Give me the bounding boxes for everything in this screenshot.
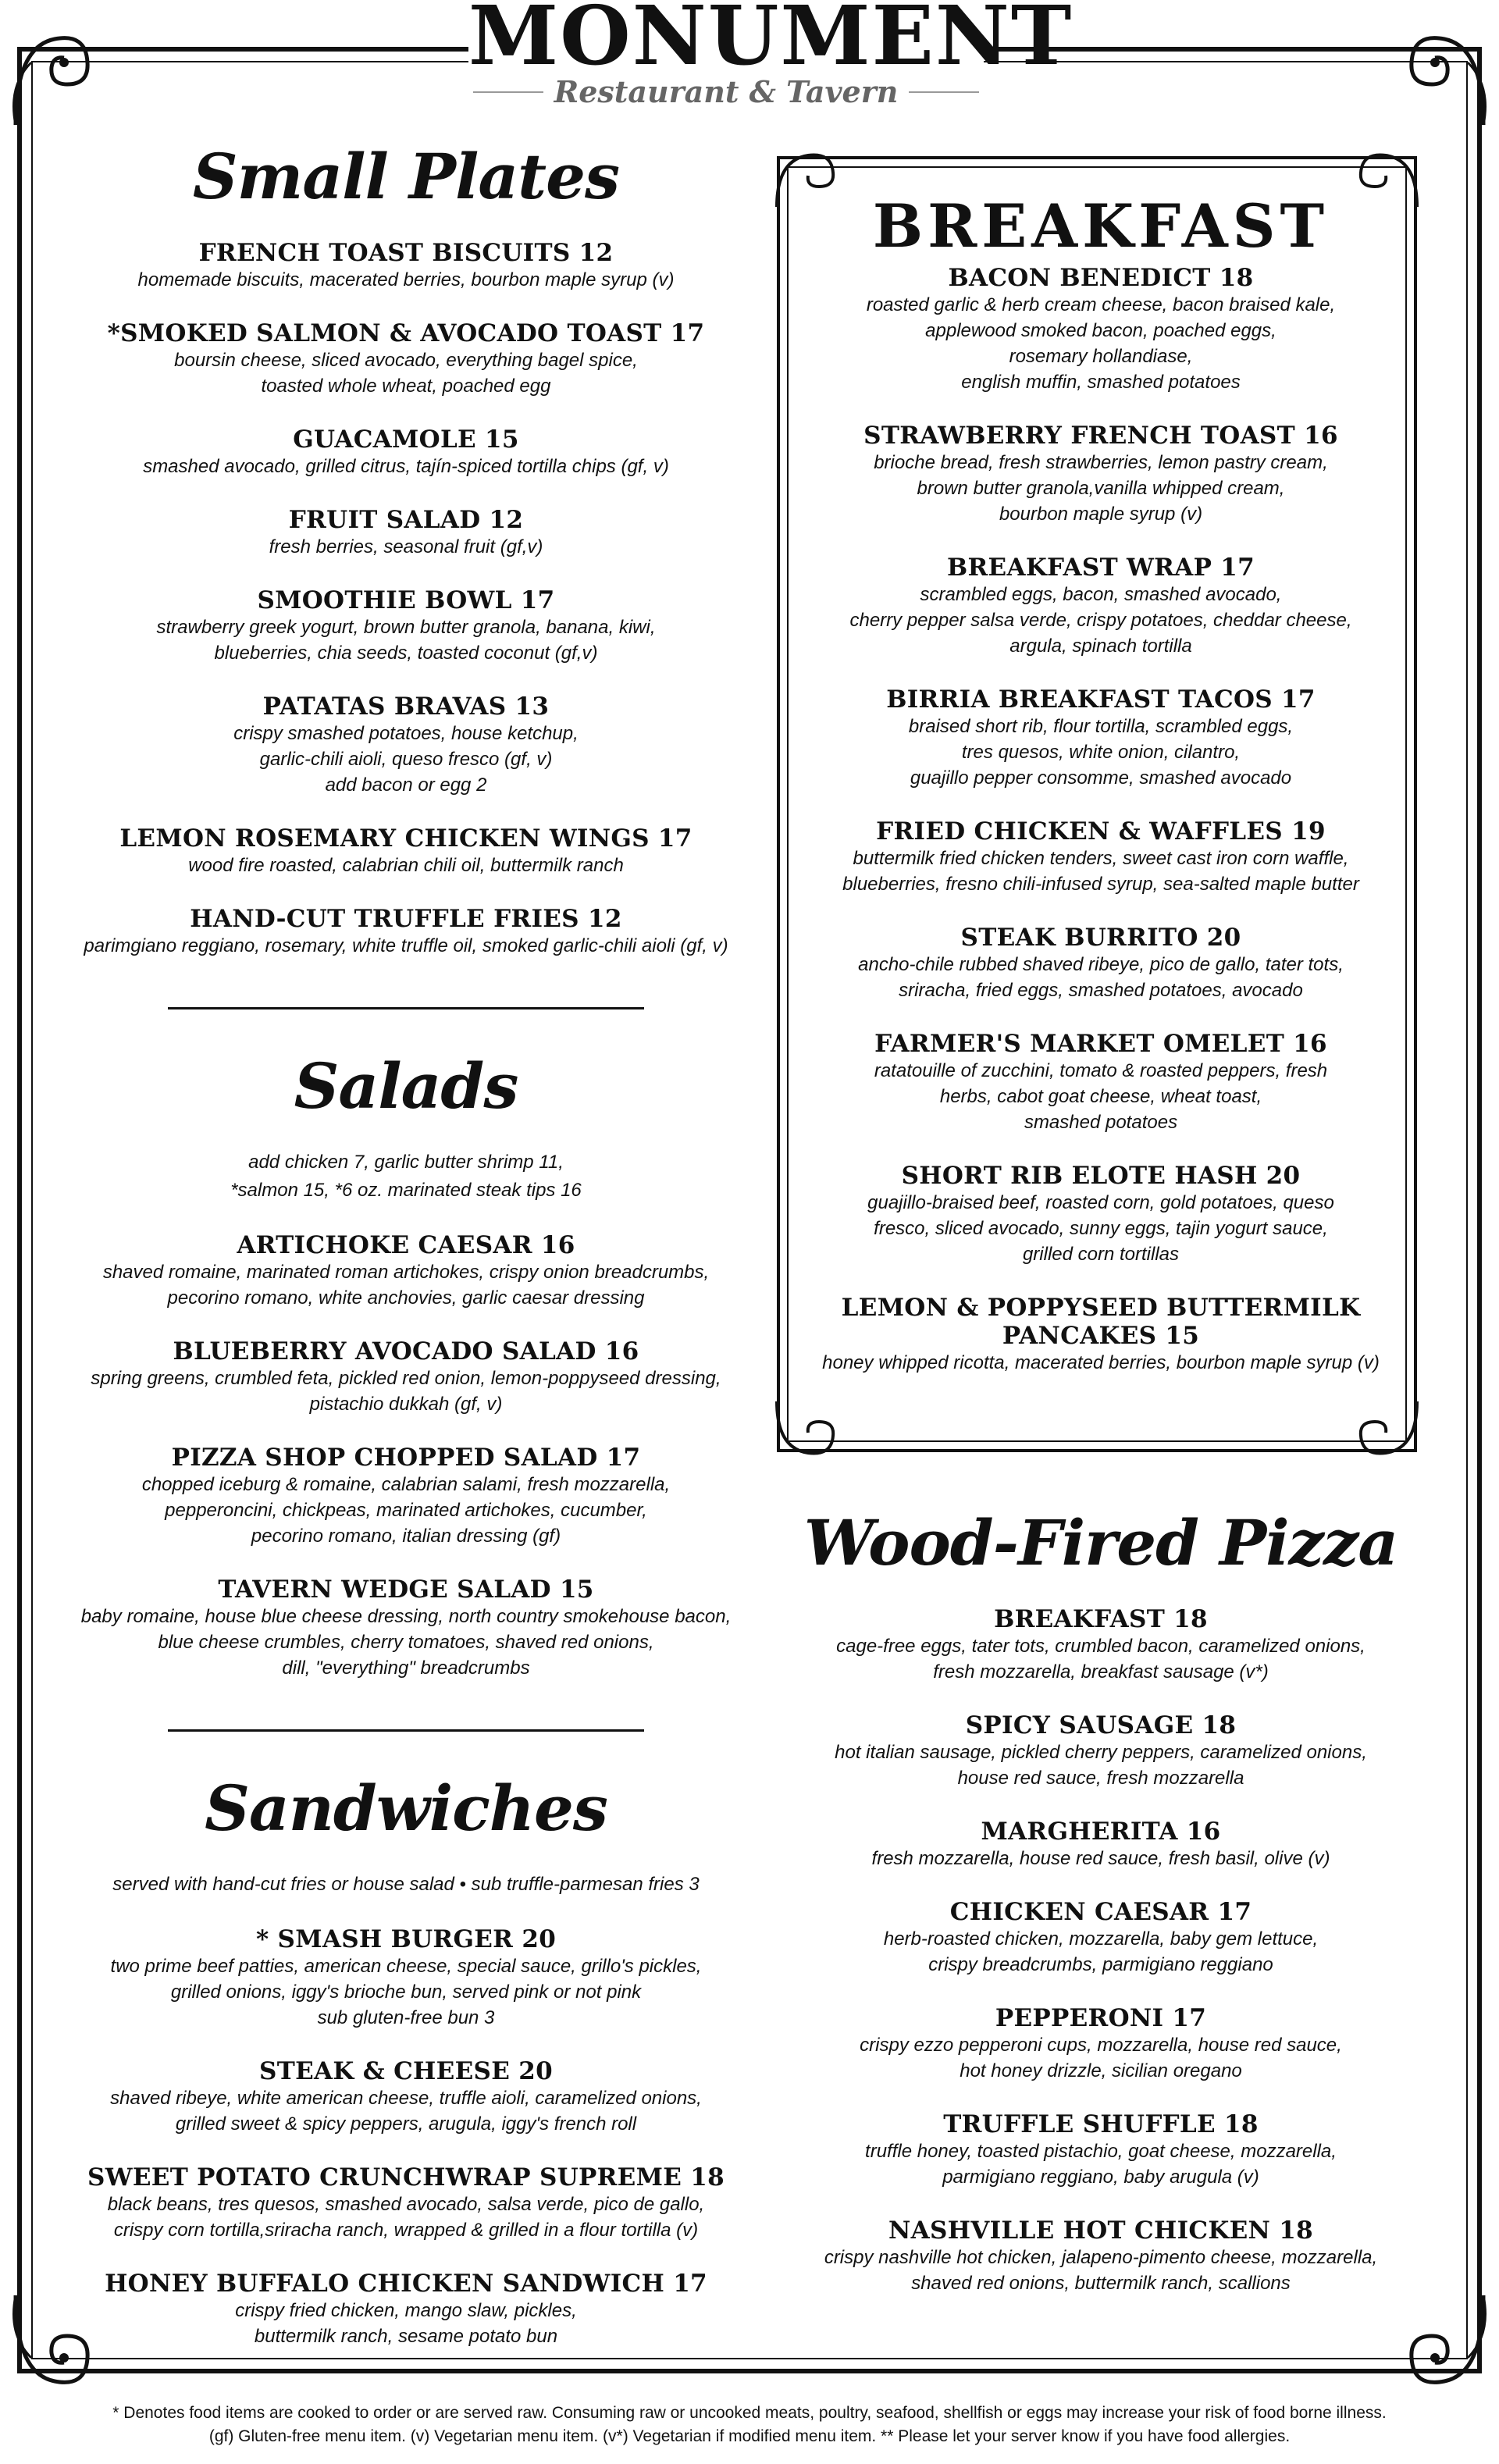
menu-item-name: HONEY BUFFALO CHICKEN SANDWICH 17: [105, 2270, 707, 2298]
sandwiches-list: [62, 1925, 750, 2349]
menu-item-name: HAND-CUT TRUFFLE FRIES 12: [190, 905, 622, 933]
logo-rule-left: [473, 91, 543, 93]
small-plates-list: [62, 239, 750, 959]
menu-item-description: cherry pepper salsa verde, crispy potatoes, cheddar cheese,: [849, 610, 1352, 631]
menu-item-description: boursin cheese, sliced avocado, everything bagel spice,: [174, 350, 638, 371]
menu-item-description: pepperoncini, chickpeas, marinated artichokes, cucumber,: [165, 1500, 647, 1521]
menu-item-description: crispy smashed potatoes, house ketchup,: [233, 723, 579, 744]
breakfast-section: [781, 192, 1421, 1376]
menu-item: [62, 1444, 750, 1549]
menu-item-name: SPICY SAUSAGE 18: [965, 1711, 1237, 1739]
menu-item: [62, 586, 750, 666]
menu-item-name: PATATAS BRAVAS 13: [262, 693, 550, 721]
menu-item-description: ancho-chile rubbed shaved ribeye, pico de gallo, tater tots,: [858, 954, 1344, 975]
salads-note: [62, 1148, 750, 1205]
menu-item-description: two prime beef patties, american cheese, special sauce, grillo's pickles,: [110, 1956, 702, 1977]
logo-name: MONUMENT: [468, 0, 1074, 84]
menu-item-description: strawberry greek yogurt, brown butter granola, banana, kiwi,: [156, 617, 656, 638]
menu-item-description: smashed avocado, grilled citrus, tajín-spiced tortilla chips (gf, v): [143, 456, 669, 477]
menu-item-description: hot italian sausage, pickled cherry peppers, caramelized onions,: [835, 1742, 1367, 1763]
logo-subtitle: Restaurant & Tavern: [554, 74, 899, 109]
menu-item-name: FRIED CHICKEN & WAFFLES 19: [876, 817, 1326, 846]
menu-item-description: honey whipped ricotta, macerated berries, bourbon maple syrup (v): [822, 1352, 1380, 1373]
salads-section: [62, 1050, 750, 1681]
menu-item-description: spring greens, crumbled feta, pickled red onion, lemon-poppyseed dressing,: [91, 1368, 721, 1389]
menu-item-description: grilled onions, iggy's brioche bun, served pink or not pink: [170, 1982, 642, 2003]
menu-item-name: CHICKEN CAESAR 17: [949, 1898, 1252, 1926]
menu-item-name: SHORT RIB ELOTE HASH 20: [901, 1162, 1301, 1190]
text-line: *salmon 15, *6 oz. marinated steak tips 16: [230, 1180, 582, 1201]
menu-item: [781, 1030, 1421, 1135]
menu-item-description: braised short rib, flour tortilla, scrambled eggs,: [908, 716, 1294, 737]
menu-item: [781, 2004, 1421, 2084]
menu-item-description: garlic-chili aioli, queso fresco (gf, v): [259, 749, 553, 770]
menu-item-description: chopped iceburg & romaine, calabrian salami, fresh mozzarella,: [141, 1474, 671, 1495]
menu-item-description: argula, spinach tortilla: [1009, 636, 1192, 657]
menu-item-description: blueberries, fresno chili-infused syrup, sea-salted maple butter: [842, 874, 1359, 895]
menu-item-name: FRUIT SALAD 12: [288, 506, 524, 534]
menu-item-name: LEMON ROSEMARY CHICKEN WINGS 17: [119, 824, 693, 853]
corner-flourish-top-left-icon: [0, 16, 117, 133]
logo-rule-right: [909, 91, 979, 93]
menu-item-description: crispy nashville hot chicken, jalapeno-pimento cheese, mozzarella,: [824, 2247, 1378, 2268]
menu-item: [62, 824, 750, 878]
menu-item-description: pecorino romano, white anchovies, garlic caesar dressing: [167, 1287, 645, 1309]
menu-item: [62, 2057, 750, 2137]
menu-item: [781, 2217, 1421, 2296]
menu-item-description: crispy ezzo pepperoni cups, mozzarella, house red sauce,: [860, 2035, 1342, 2056]
menu-item-description: crispy corn tortilla,sriracha ranch, wrapped & grilled in a flour tortilla (v): [113, 2220, 699, 2241]
sandwiches-section: [62, 1772, 750, 2349]
menu-item: [781, 924, 1421, 1003]
menu-item: [781, 685, 1421, 791]
menu-item-description: fresco, sliced avocado, sunny eggs, tajin yogurt sauce,: [874, 1218, 1328, 1239]
menu-item-name: BIRRIA BREAKFAST TACOS 17: [886, 685, 1316, 714]
small-plates-section: [62, 141, 750, 959]
menu-item-description: ratatouille of zucchini, tomato & roasted peppers, fresh: [874, 1060, 1328, 1081]
menu-item-description: truffle honey, toasted pistachio, goat cheese, mozzarella,: [865, 2141, 1337, 2162]
menu-item: [62, 693, 750, 798]
menu-item-name: BREAKFAST 18: [994, 1605, 1208, 1633]
menu-item-name: MARGHERITA 16: [981, 1818, 1221, 1846]
menu-item-description: pistachio dukkah (gf, v): [309, 1394, 503, 1415]
menu-item-description: guajillo pepper consomme, smashed avocado: [910, 767, 1292, 789]
box-flourish-bottom-right-icon: [1331, 1394, 1425, 1464]
menu-item-name: SWEET POTATO CRUNCHWRAP SUPREME 18: [87, 2163, 725, 2192]
menu-item-description: roasted garlic & herb cream cheese, bacon braised kale,: [866, 294, 1336, 315]
menu-item: [62, 1576, 750, 1681]
menu-item-description: homemade biscuits, macerated berries, bourbon maple syrup (v): [137, 269, 675, 290]
menu-item-description: english muffin, smashed potatoes: [961, 372, 1241, 393]
menu-item-name: TAVERN WEDGE SALAD 15: [218, 1576, 594, 1604]
menu-item: [781, 1162, 1421, 1267]
menu-item-name: GUACAMOLE 15: [293, 426, 519, 454]
menu-item-description: house red sauce, fresh mozzarella: [957, 1768, 1244, 1789]
menu-item-description: pecorino romano, italian dressing (gf): [251, 1526, 561, 1547]
box-flourish-bottom-left-icon: [769, 1394, 863, 1464]
menu-item-description: fresh mozzarella, breakfast sausage (v*): [933, 1661, 1269, 1682]
menu-item-description: shaved ribeye, white american cheese, truffle aioli, caramelized onions,: [110, 2088, 702, 2109]
menu-item: [781, 1711, 1421, 1791]
menu-item-description: guajillo-braised beef, roasted corn, gold potatoes, queso: [867, 1192, 1334, 1213]
salads-list: [62, 1231, 750, 1681]
menu-item-description: buttermilk fried chicken tenders, sweet cast iron corn waffle,: [853, 848, 1349, 869]
menu-item-description: crispy fried chicken, mango slaw, pickles,: [235, 2300, 577, 2321]
menu-item: [62, 506, 750, 560]
text-line: served with hand-cut fries or house salad • sub truffle-parmesan fries 3: [112, 1874, 700, 1895]
allergy-footer: [78, 2402, 1421, 2448]
menu-item-name: FRENCH TOAST BISCUITS 12: [198, 239, 614, 267]
menu-item-name: PIZZA SHOP CHOPPED SALAD 17: [171, 1444, 641, 1472]
menu-item-description: bourbon maple syrup (v): [999, 504, 1203, 525]
left-column: [62, 141, 750, 2349]
menu-item: [62, 1337, 750, 1417]
section-divider: [168, 1729, 644, 1732]
text-line: * Denotes food items are cooked to order or are served raw. Consuming raw or uncooked meats, poultry, seafood, shellfish or eggs may increase your risk of food borne illness.: [112, 2404, 1387, 2422]
menu-item: [62, 2270, 750, 2349]
menu-item-description: shaved romaine, marinated roman artichokes, crispy onion breadcrumbs,: [102, 1262, 710, 1283]
menu-item-description: applewood smoked bacon, poached eggs,: [925, 320, 1276, 341]
menu-item-name: LEMON & POPPYSEED BUTTERMILK PANCAKES 15: [841, 1294, 1361, 1350]
menu-item-description: smashed potatoes: [1024, 1112, 1178, 1133]
corner-flourish-top-right-icon: [1382, 16, 1499, 133]
menu-item-description: parmigiano reggiano, baby arugula (v): [942, 2167, 1259, 2188]
menu-item-description: parimgiano reggiano, rosemary, white truffle oil, smoked garlic-chili aioli (gf, v): [84, 935, 728, 956]
menu-item-description: dill, "everything" breadcrumbs: [282, 1658, 530, 1679]
menu-item-description: toasted whole wheat, poached egg: [261, 376, 551, 397]
menu-item-name: STEAK BURRITO 20: [960, 924, 1241, 952]
menu-item-name: NASHVILLE HOT CHICKEN 18: [888, 2217, 1313, 2245]
menu-item-description: sub gluten-free bun 3: [317, 2007, 495, 2028]
menu-item: [62, 426, 750, 479]
salads-heading: Salads: [294, 1049, 518, 1123]
menu-item: [62, 1231, 750, 1311]
menu-item-name: *SMOKED SALMON & AVOCADO TOAST 17: [107, 319, 705, 347]
menu-item-name: PEPPERONI 17: [995, 2004, 1207, 2032]
corner-flourish-bottom-right-icon: [1382, 2288, 1499, 2405]
menu-item-name: STEAK & CHEESE 20: [259, 2057, 553, 2085]
menu-item: [62, 319, 750, 399]
menu-item-name: STRAWBERRY FRENCH TOAST 16: [863, 422, 1338, 450]
menu-item-name: BREAKFAST WRAP 17: [946, 554, 1255, 582]
pizza-list: [781, 1605, 1421, 2296]
menu-item: [781, 1898, 1421, 1978]
menu-item-name: SMOOTHIE BOWL 17: [257, 586, 555, 614]
menu-item-description: wood fire roasted, calabrian chili oil, buttermilk ranch: [188, 855, 624, 876]
menu-item: [781, 1818, 1421, 1871]
menu-item-name: ARTICHOKE CAESAR 16: [237, 1231, 575, 1259]
menu-item-description: grilled sweet & spicy peppers, arugula, iggy's french roll: [175, 2113, 637, 2135]
menu-item-description: rosemary hollandiase,: [1009, 346, 1193, 367]
menu-item-description: brown butter granola,vanilla whipped cream,: [917, 478, 1285, 499]
menu-item: [781, 817, 1421, 897]
menu-item-name: BLUEBERRY AVOCADO SALAD 16: [173, 1337, 639, 1366]
sandwiches-heading: Sandwiches: [205, 1771, 607, 1845]
menu-item: [62, 905, 750, 959]
menu-item-description: blue cheese crumbles, cherry tomatoes, shaved red onions,: [158, 1632, 654, 1653]
menu-item: [62, 239, 750, 293]
menu-item-description: cage-free eggs, tater tots, crumbled bacon, caramelized onions,: [836, 1636, 1365, 1657]
menu-item-description: brioche bread, fresh strawberries, lemon pastry cream,: [874, 452, 1328, 473]
menu-item-description: tres quesos, white onion, cilantro,: [961, 742, 1241, 763]
menu-item-description: baby romaine, house blue cheese dressing, north country smokehouse bacon,: [80, 1606, 732, 1627]
menu-item: [781, 554, 1421, 659]
menu-item: [62, 1925, 750, 2031]
menu-item-name: * SMASH BURGER 20: [255, 1925, 557, 1953]
menu-item-description: herb-roasted chicken, mozzarella, baby gem lettuce,: [883, 1928, 1319, 1949]
menu-item-name: BACON BENEDICT 18: [948, 264, 1254, 292]
text-line: add chicken 7, garlic butter shrimp 11,: [248, 1152, 564, 1173]
menu-item-description: blueberries, chia seeds, toasted coconut (gf,v): [214, 643, 598, 664]
menu-item-description: fresh mozzarella, house red sauce, fresh basil, olive (v): [871, 1848, 1330, 1869]
menu-item-description: herbs, cabot goat cheese, wheat toast,: [939, 1086, 1262, 1107]
menu-item-description: add bacon or egg 2: [325, 774, 487, 796]
section-divider: [168, 1007, 644, 1009]
small-plates-heading: Small Plates: [192, 140, 620, 213]
sandwiches-note: [62, 1871, 750, 1899]
menu-item: [781, 1605, 1421, 1685]
menu-item-description: scrambled eggs, bacon, smashed avocado,: [920, 584, 1282, 605]
menu-item-description: buttermilk ranch, sesame potato bun: [254, 2326, 558, 2347]
text-line: (gf) Gluten-free menu item. (v) Vegetarian menu item. (v*) Vegetarian if modified menu item. ** Please let your server know if you have food allergies.: [208, 2427, 1291, 2445]
menu-item: [781, 1294, 1421, 1376]
menu-item: [781, 2110, 1421, 2190]
menu-item: [781, 264, 1421, 395]
menu-item-description: hot honey drizzle, sicilian oregano: [960, 2060, 1242, 2081]
breakfast-list: [781, 264, 1421, 1376]
menu-item-description: shaved red onions, buttermilk ranch, scallions: [911, 2273, 1291, 2294]
menu-item-description: black beans, tres quesos, smashed avocado, salsa verde, pico de gallo,: [107, 2194, 705, 2215]
menu-item-description: fresh berries, seasonal fruit (gf,v): [269, 536, 543, 557]
menu-item-description: crispy breadcrumbs, parmigiano reggiano: [928, 1954, 1273, 1975]
pizza-heading: Wood-Fired Pizza: [803, 1506, 1398, 1579]
pizza-section: [781, 1507, 1421, 2296]
menu-item-name: TRUFFLE SHUFFLE 18: [943, 2110, 1259, 2138]
breakfast-heading: BREAKFAST: [872, 191, 1330, 261]
menu-item-description: sriracha, fried eggs, smashed potatoes, avocado: [899, 980, 1303, 1001]
menu-item: [781, 422, 1421, 527]
menu-item-description: grilled corn tortillas: [1022, 1244, 1180, 1265]
restaurant-logo: [468, 0, 1074, 117]
menu-item-name: FARMER'S MARKET OMELET 16: [874, 1030, 1327, 1058]
menu-item: [62, 2163, 750, 2243]
